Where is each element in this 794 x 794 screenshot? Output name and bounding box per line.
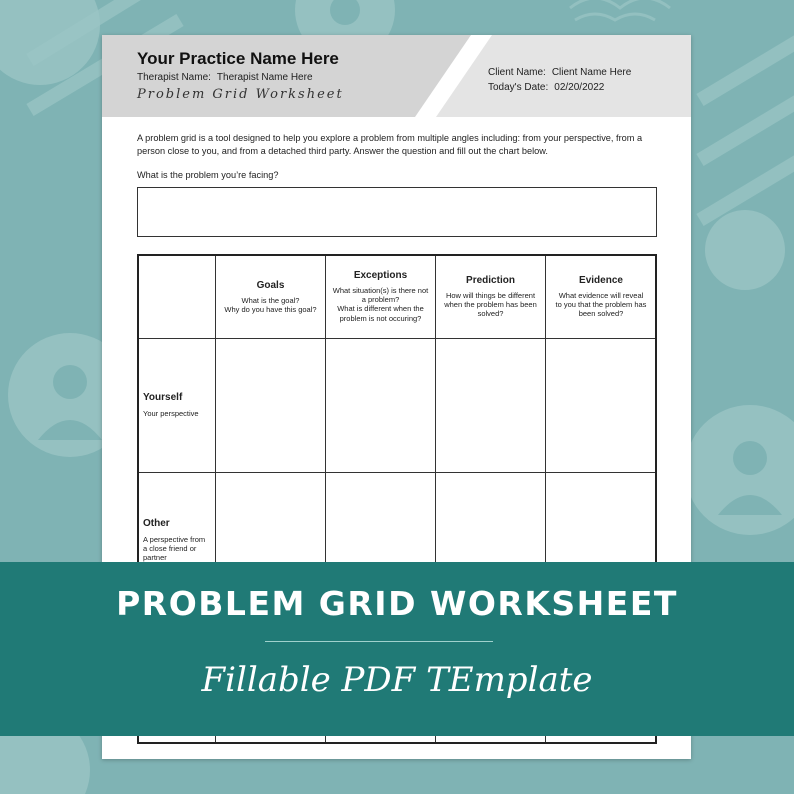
client-name-field[interactable]: Client Name Here [551,67,632,78]
column-description: How will things be different when the problem has been solved? [444,291,537,319]
column-title: Goals [256,280,285,291]
promo-banner [0,562,794,736]
row-description: Your perspective [143,409,199,418]
intro-text: A problem grid is a tool designed to help you explore a problem from multiple angles including: from your perspective, from a person close to you, and from a detached third party. Answer the question and fill out the chart below. [137,133,643,156]
column-header-prediction [436,275,545,319]
column-title: Prediction [466,275,515,286]
column-header-goals [216,280,325,314]
column-header-evidence [546,275,656,319]
client-row [488,67,631,78]
column-description: What situation(s) is there not a problem? What is different when the problem is not occuring? [332,286,429,323]
date-row [488,82,604,93]
column-title: Exceptions [353,270,408,281]
banner-subtitle: Fillable PDF TEmplate [201,660,593,700]
grid-divider [139,472,655,473]
row-description: A perspective from a close friend or partner [143,535,206,563]
problem-answer-field[interactable] [137,187,657,237]
client-label: Client Name: [488,67,546,78]
date-field[interactable]: 02/20/2022 [554,82,605,93]
banner-title: PROBLEM GRID WORKSHEET [116,584,678,623]
row-title: Yourself [143,392,183,403]
therapist-name-field[interactable]: Therapist Name Here [216,72,313,83]
column-description: What evidence will reveal to you that the problem has been solved? [555,291,647,319]
date-label: Today's Date: [488,82,549,93]
row-title: Other [143,518,170,529]
therapist-label: Therapist Name: [137,72,211,83]
banner-divider [265,641,493,642]
row-header-other [143,518,213,563]
worksheet-title: Problem Grid Worksheet [137,87,344,102]
problem-question: What is the problem you’re facing? [137,170,279,180]
practice-name: Your Practice Name Here [137,49,339,68]
column-description: What is the goal? Why do you have this goal? [224,296,317,315]
column-header-exceptions [326,270,435,323]
therapist-row [137,72,313,83]
row-header-yourself [143,392,213,418]
grid-divider [139,338,655,339]
column-title: Evidence [579,275,623,286]
